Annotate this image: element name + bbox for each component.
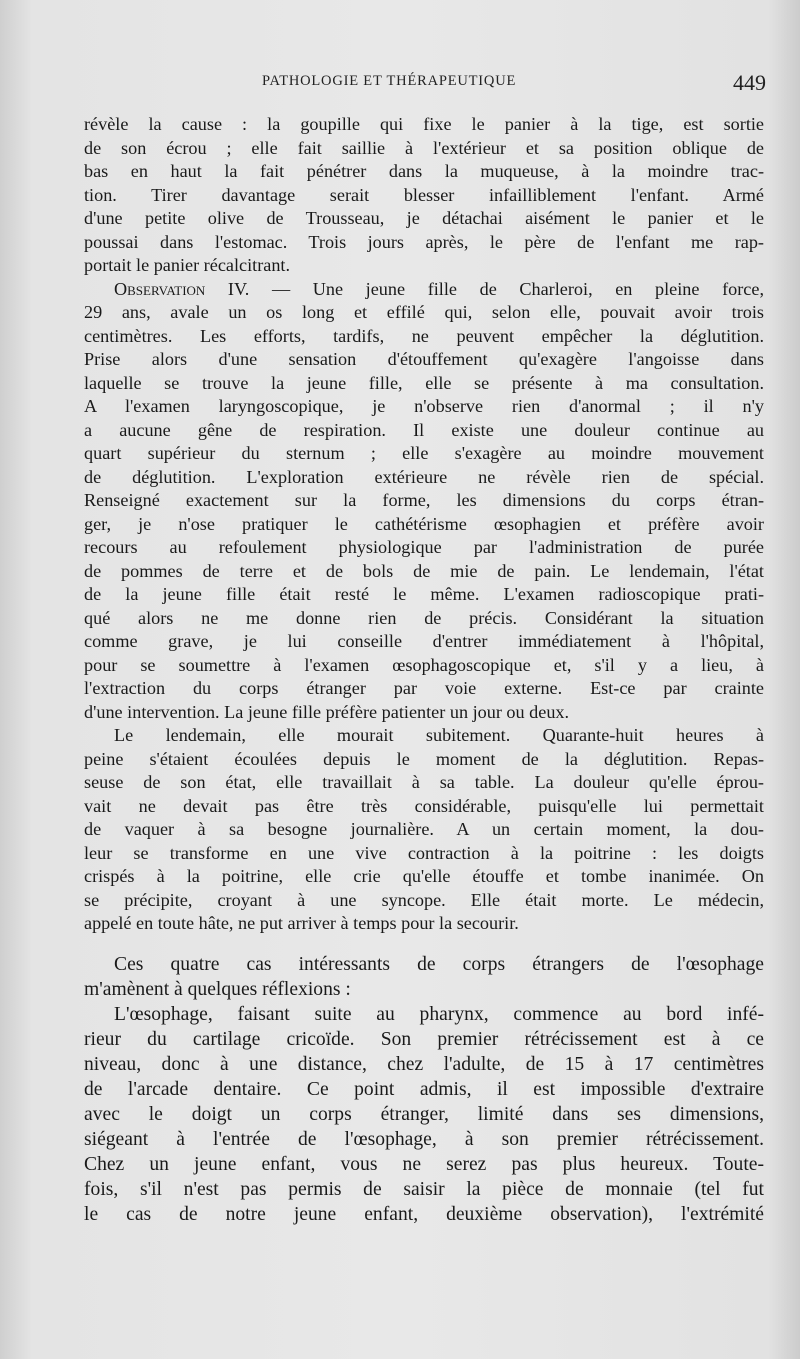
text-line: Prise alors d'une sensation d'étouffement qu'exagère l'angoisse dans xyxy=(84,349,764,369)
paragraph-observation-iv xyxy=(84,278,764,725)
page-number: 449 xyxy=(733,70,766,95)
text-line: quart supérieur du sternum ; elle s'exagère au moindre mouvement xyxy=(84,443,764,463)
text-line: appelé en toute hâte, ne put arriver à temps pour la secourir. xyxy=(84,913,519,933)
section-gap xyxy=(84,936,764,952)
text-line: bas en haut la fait pénétrer dans la muqueuse, à la moindre trac- xyxy=(84,161,764,181)
text-line: de déglutition. L'exploration extérieure ne révèle rien de spécial. xyxy=(84,466,764,487)
text-line: a aucune gêne de respiration. Il existe une douleur continue au xyxy=(84,419,764,440)
paragraph-continuation xyxy=(84,113,764,278)
text-line: d'une intervention. La jeune fille préfère patienter un jour ou deux. xyxy=(84,701,570,722)
text-line: de l'arcade dentaire. Ce point admis, il est impossible d'extraire xyxy=(84,1078,764,1100)
text-line: leur se transforme en une vive contraction à la poitrine : les doigts xyxy=(84,842,764,863)
text-line xyxy=(84,278,764,302)
text-line: niveau, donc à une distance, chez l'adulte, de 15 à 17 centimètres xyxy=(84,1053,764,1075)
observation-first-line: — Une jeune fille de Charleroi, en pleine force, xyxy=(249,278,764,299)
header-title: PATHOLOGIE ET THÉRAPEUTIQUE xyxy=(262,73,517,89)
text-line: comme grave, je lui conseille d'entrer immédiatement à l'hôpital, xyxy=(84,631,764,651)
text-line: centimètres. Les efforts, tardifs, ne peuvent empêcher la déglutition. xyxy=(84,325,764,346)
observation-label: Observation IV. xyxy=(114,278,250,299)
text-line: siégeant à l'entrée de l'œsophage, à son premier rétrécissement. xyxy=(84,1128,764,1150)
body-text xyxy=(84,113,764,1227)
text-line: fois, s'il n'est pas permis de saisir la pièce de monnaie (tel fut xyxy=(84,1178,764,1200)
text-line: laquelle se trouve la jeune fille, elle se présente à ma consultation. xyxy=(84,372,764,393)
text-line: L'œsophage, faisant suite au pharynx, commence au bord infé- xyxy=(114,1003,764,1025)
text-line: poussai dans l'estomac. Trois jours après, le père de l'enfant me rap- xyxy=(84,231,764,252)
text-line: qué alors ne me donne rien de précis. Considérant la situation xyxy=(84,607,764,628)
text-line: Chez un jeune enfant, vous ne serez pas plus heureux. Toute- xyxy=(84,1153,764,1175)
text-line: le cas de notre jeune enfant, deuxième observation), l'extrémité xyxy=(84,1203,764,1225)
text-line: peine s'étaient écoulées depuis le moment de la déglutition. Repas- xyxy=(84,748,764,769)
text-line: A l'examen laryngoscopique, je n'observe rien d'anormal ; il n'y xyxy=(84,396,764,416)
text-line: révèle la cause : la goupille qui fixe le panier à la tige, est sortie xyxy=(84,114,764,134)
text-line: d'une petite olive de Trousseau, je détachai aisément le panier et le xyxy=(84,208,764,228)
text-line: ger, je n'ose pratiquer le cathétérisme œsophagien et préfère avoir xyxy=(84,513,764,534)
paragraph-oesophagus xyxy=(84,1002,764,1227)
text-line: pour se soumettre à l'examen œsophagoscopique et, s'il y a lieu, à xyxy=(84,654,764,675)
paragraph-reflexions xyxy=(84,952,764,1002)
text-line: de vaquer à sa besogne journalière. A un certain moment, la dou- xyxy=(84,819,764,839)
text-line: Le lendemain, elle mourait subitement. Quarante-huit heures à xyxy=(114,725,764,745)
text-line: de son écrou ; elle fait saillie à l'extérieur et sa position oblique de xyxy=(84,137,764,158)
text-line: de pommes de terre et de bols de mie de pain. Le lendemain, l'état xyxy=(84,560,764,581)
text-line: l'extraction du corps étranger par voie externe. Est-ce par crainte xyxy=(84,678,764,698)
text-line: Ces quatre cas intéressants de corps étrangers de l'œsophage xyxy=(114,953,764,975)
text-line: avec le doigt un corps étranger, limité dans ses dimensions, xyxy=(84,1103,764,1125)
text-line: m'amènent à quelques réflexions : xyxy=(84,978,351,1000)
running-header xyxy=(82,70,766,98)
larger-type-section xyxy=(84,952,764,1227)
text-line: recours au refoulement physiologique par l'administration de purée xyxy=(84,537,764,557)
text-line: portait le panier récalcitrant. xyxy=(84,255,291,275)
text-line: seuse de son état, elle travaillait à sa table. La douleur qu'elle éprou- xyxy=(84,772,764,792)
text-line: vait ne devait pas être très considérable, puisqu'elle lui permettait xyxy=(84,795,764,816)
text-line: de la jeune fille était resté le même. L'examen radioscopique prati- xyxy=(84,584,764,604)
text-line: 29 ans, avale un os long et effilé qui, selon elle, pouvait avoir trois xyxy=(84,302,764,322)
text-line: se précipite, croyant à une syncope. Elle était morte. Le médecin, xyxy=(84,889,764,910)
text-line: Renseigné exactement sur la forme, les dimensions du corps étran- xyxy=(84,490,764,510)
text-line: crispés à la poitrine, elle crie qu'elle étouffe et tombe inanimée. On xyxy=(84,866,764,886)
text-line: tion. Tirer davantage serait blesser infailliblement l'enfant. Armé xyxy=(84,184,764,205)
paragraph-death xyxy=(84,724,764,936)
text-line: rieur du cartilage cricoïde. Son premier rétrécissement est à ce xyxy=(84,1028,764,1050)
